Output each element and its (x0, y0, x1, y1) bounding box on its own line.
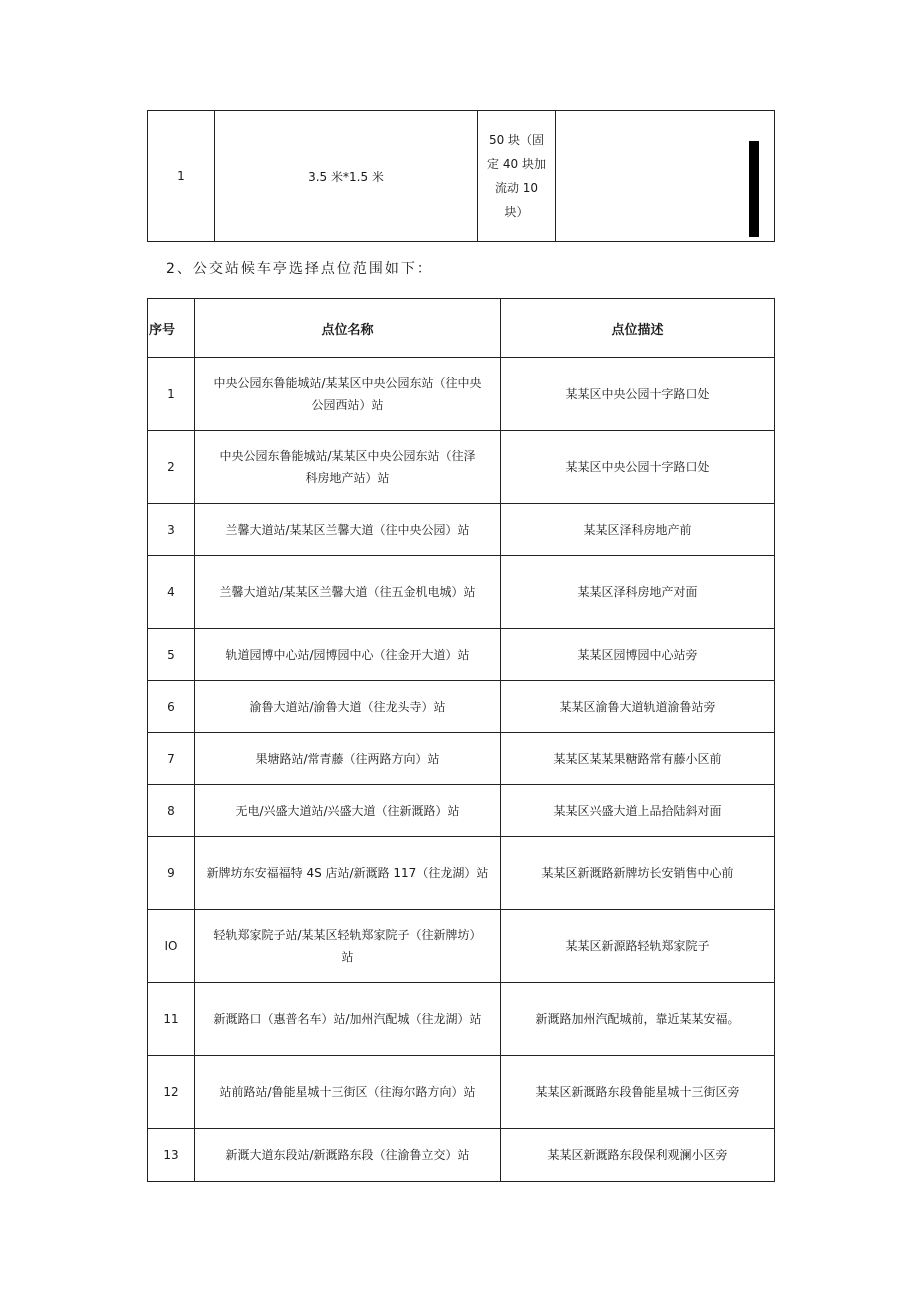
stop-name-line: 渝鲁大道站/渝鲁大道（往龙头寺）站 (249, 699, 446, 714)
row-number: 12 (148, 1056, 195, 1129)
header-number: 序号 (148, 299, 195, 358)
stop-name-line: 中央公园东鲁能城站/某某区中央公园东站（往泽 (219, 449, 476, 463)
row-number: 8 (148, 785, 195, 837)
table-row (148, 111, 775, 242)
row-number: 13 (148, 1129, 195, 1182)
stop-name-line: 无电/兴盛大道站/兴盛大道（往新溉路）站 (235, 803, 460, 818)
quantity-line: 50 块（固 (488, 133, 545, 147)
stop-description: 某某区中央公园十字路口处 (501, 431, 775, 504)
stop-name (195, 785, 501, 837)
stop-name (195, 837, 501, 910)
quantity-cell (478, 111, 556, 242)
stop-description: 某某区新溉路东段鲁能星城十三街区旁 (501, 1056, 775, 1129)
table-row (148, 1129, 775, 1182)
stop-name (195, 358, 501, 431)
section-intro: 2、公交站候车亭选择点位范围如下： (166, 261, 433, 277)
table-row (148, 837, 775, 910)
table-row (148, 358, 775, 431)
stop-description: 某某区泽科房地产前 (501, 504, 775, 556)
stop-name-line: 中央公园东鲁能城站/某某区中央公园东站（往中央 (213, 376, 482, 390)
row-number: 4 (148, 556, 195, 629)
stop-description: 某某区某某果糖路常有藤小区前 (501, 733, 775, 785)
table-row (148, 556, 775, 629)
stop-name-line: 科房地产站）站 (305, 471, 390, 485)
stop-name-line: 站 (341, 950, 354, 964)
stop-name-line: 轻轨郑家院子站/某某区轻轨郑家院子（往新牌坊） (213, 928, 482, 942)
stop-name-line: 兰馨大道站/某某区兰馨大道（往中央公园）站 (225, 522, 470, 537)
stop-description: 新溉路加州汽配城前，靠近某某安福。 (501, 983, 775, 1056)
stop-name-line: 轨道园博中心站/园博园中心（往金开大道）站 (225, 647, 470, 662)
stop-name-line: 兰馨大道站/某某区兰馨大道（往五金机电城）站 (219, 585, 476, 599)
table-row (148, 785, 775, 837)
row-number: 3 (148, 504, 195, 556)
header-name: 点位名称 (195, 299, 501, 358)
stop-name-line: 站前路站/鲁能星城十三街区（往海尔路方向）站 (219, 1085, 476, 1099)
table-row (148, 1056, 775, 1129)
stop-name (195, 431, 501, 504)
stop-name (195, 556, 501, 629)
stop-name (195, 983, 501, 1056)
row-number: 1 (148, 111, 215, 242)
quantity-line: 流动 10 (494, 181, 539, 195)
table-row (148, 910, 775, 983)
stop-name-line: 公园西站）站 (311, 398, 384, 412)
stop-name (195, 733, 501, 785)
row-number: 5 (148, 629, 195, 681)
table-row (148, 733, 775, 785)
stop-name (195, 504, 501, 556)
row-number: 7 (148, 733, 195, 785)
size-cell: 3.5 米*1.5 米 (215, 111, 478, 242)
table-header (148, 299, 775, 358)
stop-name (195, 1129, 501, 1182)
stop-name (195, 629, 501, 681)
stop-description: 某某区泽科房地产对面 (501, 556, 775, 629)
stop-description: 某某区新溉路东段保利观澜小区旁 (501, 1129, 775, 1182)
stop-name (195, 1056, 501, 1129)
stop-name (195, 910, 501, 983)
image-cell (556, 111, 775, 242)
stop-name (195, 681, 501, 733)
row-number: IO (148, 910, 195, 983)
row-number: 6 (148, 681, 195, 733)
stop-description: 某某区渝鲁大道轨道渝鲁站旁 (501, 681, 775, 733)
stop-description: 某某区中央公园十字路口处 (501, 358, 775, 431)
row-number: 2 (148, 431, 195, 504)
quantity-line: 块） (504, 205, 529, 219)
table-row (148, 431, 775, 504)
stop-name-line: 果塘路站/常青藤（往两路方向）站 (255, 751, 440, 766)
header-desc: 点位描述 (501, 299, 775, 358)
row-number: 9 (148, 837, 195, 910)
stop-name-line: 新牌坊东安福福特 4S 店站/新溉路 117（往龙湖）站 (206, 866, 489, 880)
table-row (148, 629, 775, 681)
quantity-line: 定 40 块加 (487, 157, 546, 171)
stop-description: 某某区园博园中心站旁 (501, 629, 775, 681)
stop-table (147, 298, 775, 1182)
stop-name-line: 新溉大道东段站/新溉路东段（往渝鲁立交）站 (225, 1148, 470, 1162)
redacted-bar (749, 141, 759, 237)
table-row (148, 983, 775, 1056)
stop-description: 某某区新溉路新牌坊长安销售中心前 (501, 837, 775, 910)
stop-description: 某某区新源路轻轨郑家院子 (501, 910, 775, 983)
table-row (148, 681, 775, 733)
table-row (148, 504, 775, 556)
row-number: 1 (148, 358, 195, 431)
stop-description: 某某区兴盛大道上品拾陆斜对面 (501, 785, 775, 837)
quantity-table (147, 110, 775, 242)
stop-name-line: 新溉路口（惠普名车）站/加州汽配城（往龙湖）站 (213, 1012, 482, 1026)
row-number: 11 (148, 983, 195, 1056)
